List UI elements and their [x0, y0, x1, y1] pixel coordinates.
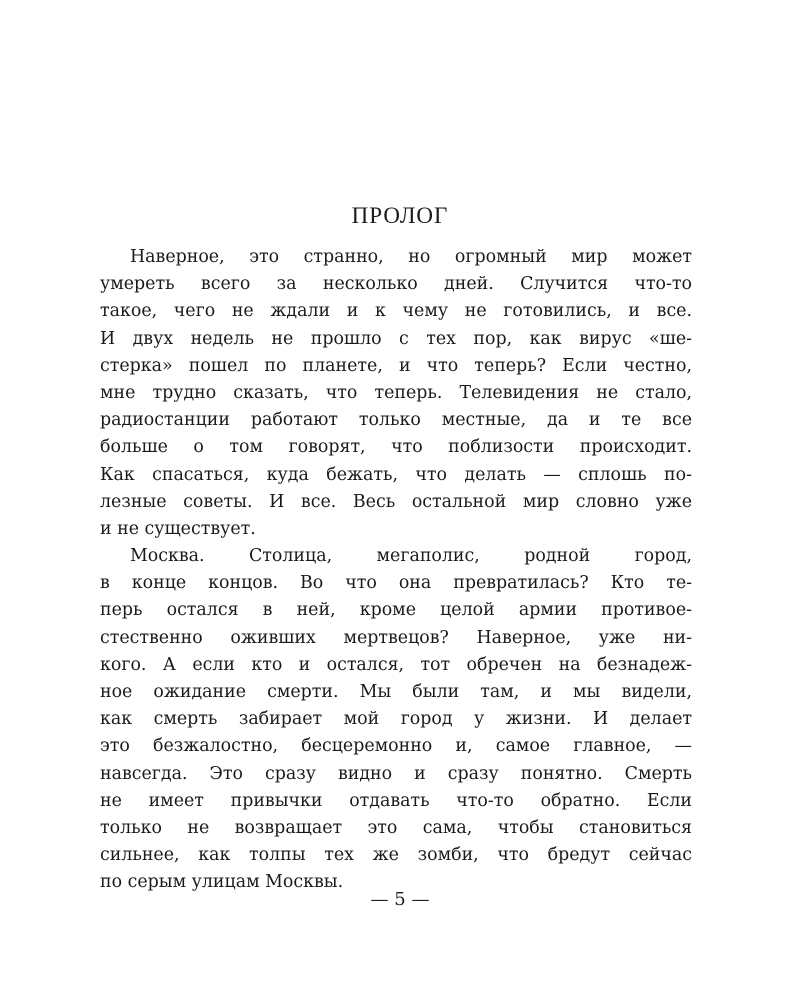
text-line: лезные советы. И все. Весь остальной мир словно уже — [100, 491, 692, 512]
text-line: как смерть забирает мой город у жизни. И делает — [100, 709, 692, 730]
text-line: это безжалостно, бесцеремонно и, самое главное, — — [100, 736, 692, 757]
text-line: навсегда. Это сразу видно и сразу понятно. Смерть — [100, 763, 692, 784]
page-number: — 5 — — [370, 889, 430, 910]
text-line: по серым улицам Москвы. — [100, 872, 344, 893]
text-line: ное ожидание смерти. Мы были там, и мы видели, — [100, 682, 692, 702]
text-line: Как спасаться, куда бежать, что делать — сплошь по- — [100, 464, 692, 485]
text-line: Наверное, это странно, но огромный мир может — [130, 247, 692, 267]
body-text — [100, 244, 692, 897]
text-line: не имеет привычки отдавать что-то обратно. Если — [100, 790, 692, 811]
text-line: только не возвращает это сама, чтобы становиться — [100, 817, 692, 838]
text-line: стерка» пошел по планете, и что теперь? Если честно, — [100, 355, 692, 376]
text-line: мне трудно сказать, что теперь. Телевидения не стало, — [100, 382, 692, 403]
text-line: Москва. Столица, мегаполис, родной город, — [130, 546, 692, 567]
text-line: и не существует. — [100, 518, 256, 539]
text-line: такое, чего не ждали и к чему не готовились, и все. — [100, 301, 692, 322]
chapter-title: ПРОЛОГ — [351, 203, 449, 228]
text-line: сильнее, как толпы тех же зомби, что бредут сейчас — [100, 845, 692, 866]
paragraph — [100, 543, 692, 896]
text-line: перь остался в ней, кроме целой армии противое- — [100, 600, 692, 621]
text-line: радиостанции работают только местные, да и те все — [100, 410, 692, 431]
text-line: умереть всего за несколько дней. Случится что-то — [100, 274, 692, 295]
text-line: кого. А если кто и остался, тот обречен на безнадеж- — [100, 654, 692, 675]
text-line: И двух недель не прошло с тех пор, как вирус «ше- — [100, 328, 692, 349]
paragraph — [100, 244, 692, 543]
text-line: стественно оживших мертвецов? Наверное, уже ни- — [100, 627, 692, 648]
text-line: больше о том говорят, что поблизости происходит. — [100, 437, 692, 458]
text-line: в конце концов. Во что она превратилась? Кто те- — [100, 573, 692, 594]
